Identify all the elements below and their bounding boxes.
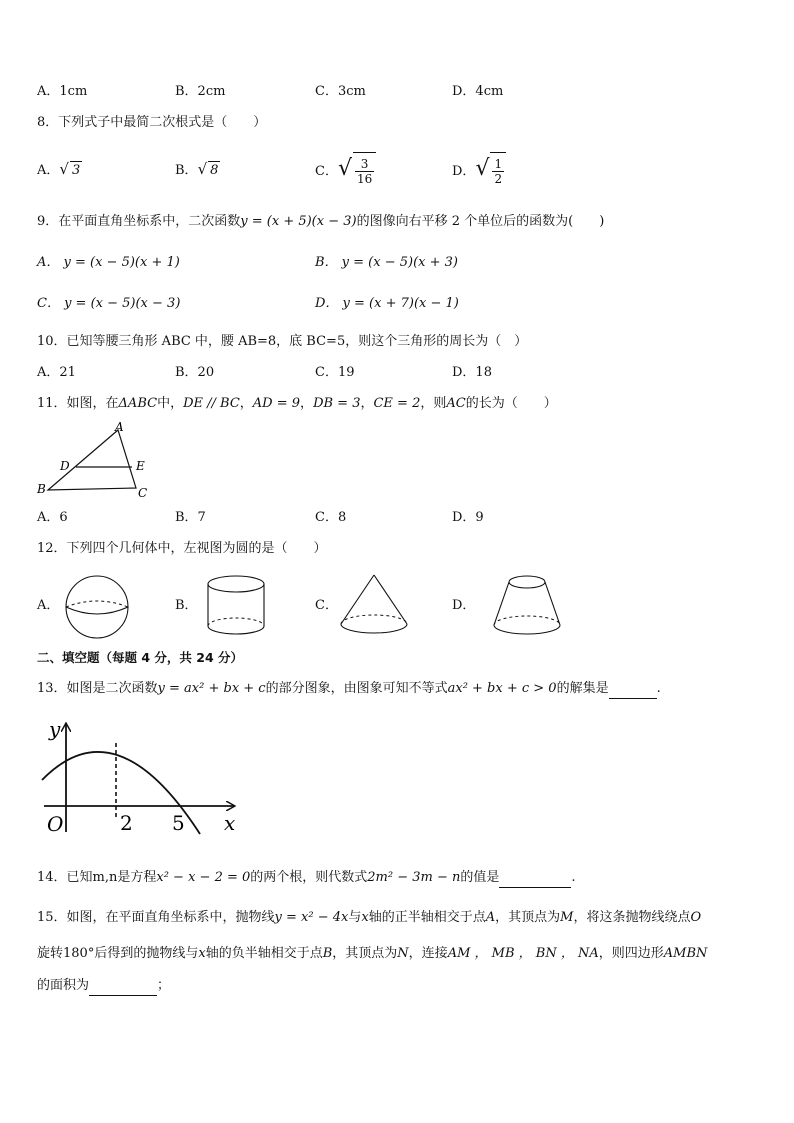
q15-line-2: 旋转180°后得到的抛物线与x轴的负半轴相交于点B，其顶点为N，连接AM ， MB ， BN ， NA，则四边形AMBN [37,946,708,961]
q11-stem: 11．如图，在ΔABC中，DE // BC，AD = 9，DB = 3，CE = 2，则AC的长为（ ） [37,396,557,411]
q12-label-c: C． [315,598,338,613]
cone-icon [338,572,410,638]
frustum-icon [490,572,564,638]
q10-option-b: B．20 [175,365,215,380]
q12-stem: 12．下列四个几何体中，左视图为圆的是（ ） [37,541,327,556]
q13-parabola-graph [40,718,240,836]
section-title: 二、填空题（每题 4 分，共 24 分） [37,650,244,665]
sphere-icon [62,573,132,641]
origin-label: O [47,812,64,836]
q7-option-a: A．1cm [37,84,88,99]
q7-option-c: C．3cm [315,84,366,99]
q12-label-d: D． [452,598,476,613]
q8-option-b: B．√ 8 [175,160,219,178]
q9-stem: 9．在平面直角坐标系中，二次函数y = (x + 5)(x − 3)的图像向右平移 2 个单位后的函数为( ) [37,214,605,229]
q14-stem: 14．已知m,n是方程x² − x − 2 = 0的两个根，则代数式2m² − 3m − n的值是 . [37,869,576,888]
q10-option-a: A．21 [37,365,76,380]
y-axis-label: y [49,717,61,741]
q9-option-d: D． y = (x + 7)(x − 1) [315,296,459,311]
q11-option-a: A．6 [37,510,68,525]
q9-option-a: A． y = (x − 5)(x + 1) [37,255,180,270]
cylinder-icon [204,574,268,638]
q10-option-d: D．18 [452,365,492,380]
q7-option-b: B．2cm [175,84,226,99]
tick-label-5: 5 [172,811,185,835]
label-c: C [138,486,148,500]
q15-line-3: 的面积为 ； [37,977,170,996]
q8-option-a: A．√ 3 [37,160,81,178]
q12-label-b: B． [175,598,198,613]
q9-option-b: B． y = (x − 5)(x + 3) [315,255,458,270]
q8-option-c: C．√ $\frac{3}{16}$ [315,150,376,191]
q13-stem: 13．如图是二次函数y = ax² + bx + c的部分图象，由图象可知不等式ax² + bx + c > 0的解集是 . [37,680,661,699]
q8-option-d: D．√ $\frac{1}{2}$ [452,150,506,191]
q9-option-c: C． y = (x − 5)(x − 3) [37,296,181,311]
q10-stem: 10．已知等腰三角形 ABC 中，腰 AB=8，底 BC=5，则这个三角形的周长为（ ） [37,334,528,349]
tick-label-2: 2 [120,811,133,835]
q11-option-b: B．7 [175,510,206,525]
q12-label-a: A． [37,598,60,613]
q7-option-d: D．4cm [452,84,504,99]
label-a: A [115,420,124,434]
label-d: D [60,459,70,473]
label-b: B [37,482,46,496]
q11-option-d: D．9 [452,510,484,525]
q11-option-c: C．8 [315,510,347,525]
q15-line-1: 15．如图，在平面直角坐标系中，抛物线y = x² − 4x与x轴的正半轴相交于点A，其顶点为M，将这条抛物线绕点O [37,910,702,925]
x-axis-label: x [224,811,236,835]
q10-option-c: C．19 [315,365,355,380]
q8-stem: 8．下列式子中最简二次根式是（ ） [37,115,267,130]
q11-triangle-figure [30,420,160,505]
label-e: E [136,459,145,473]
